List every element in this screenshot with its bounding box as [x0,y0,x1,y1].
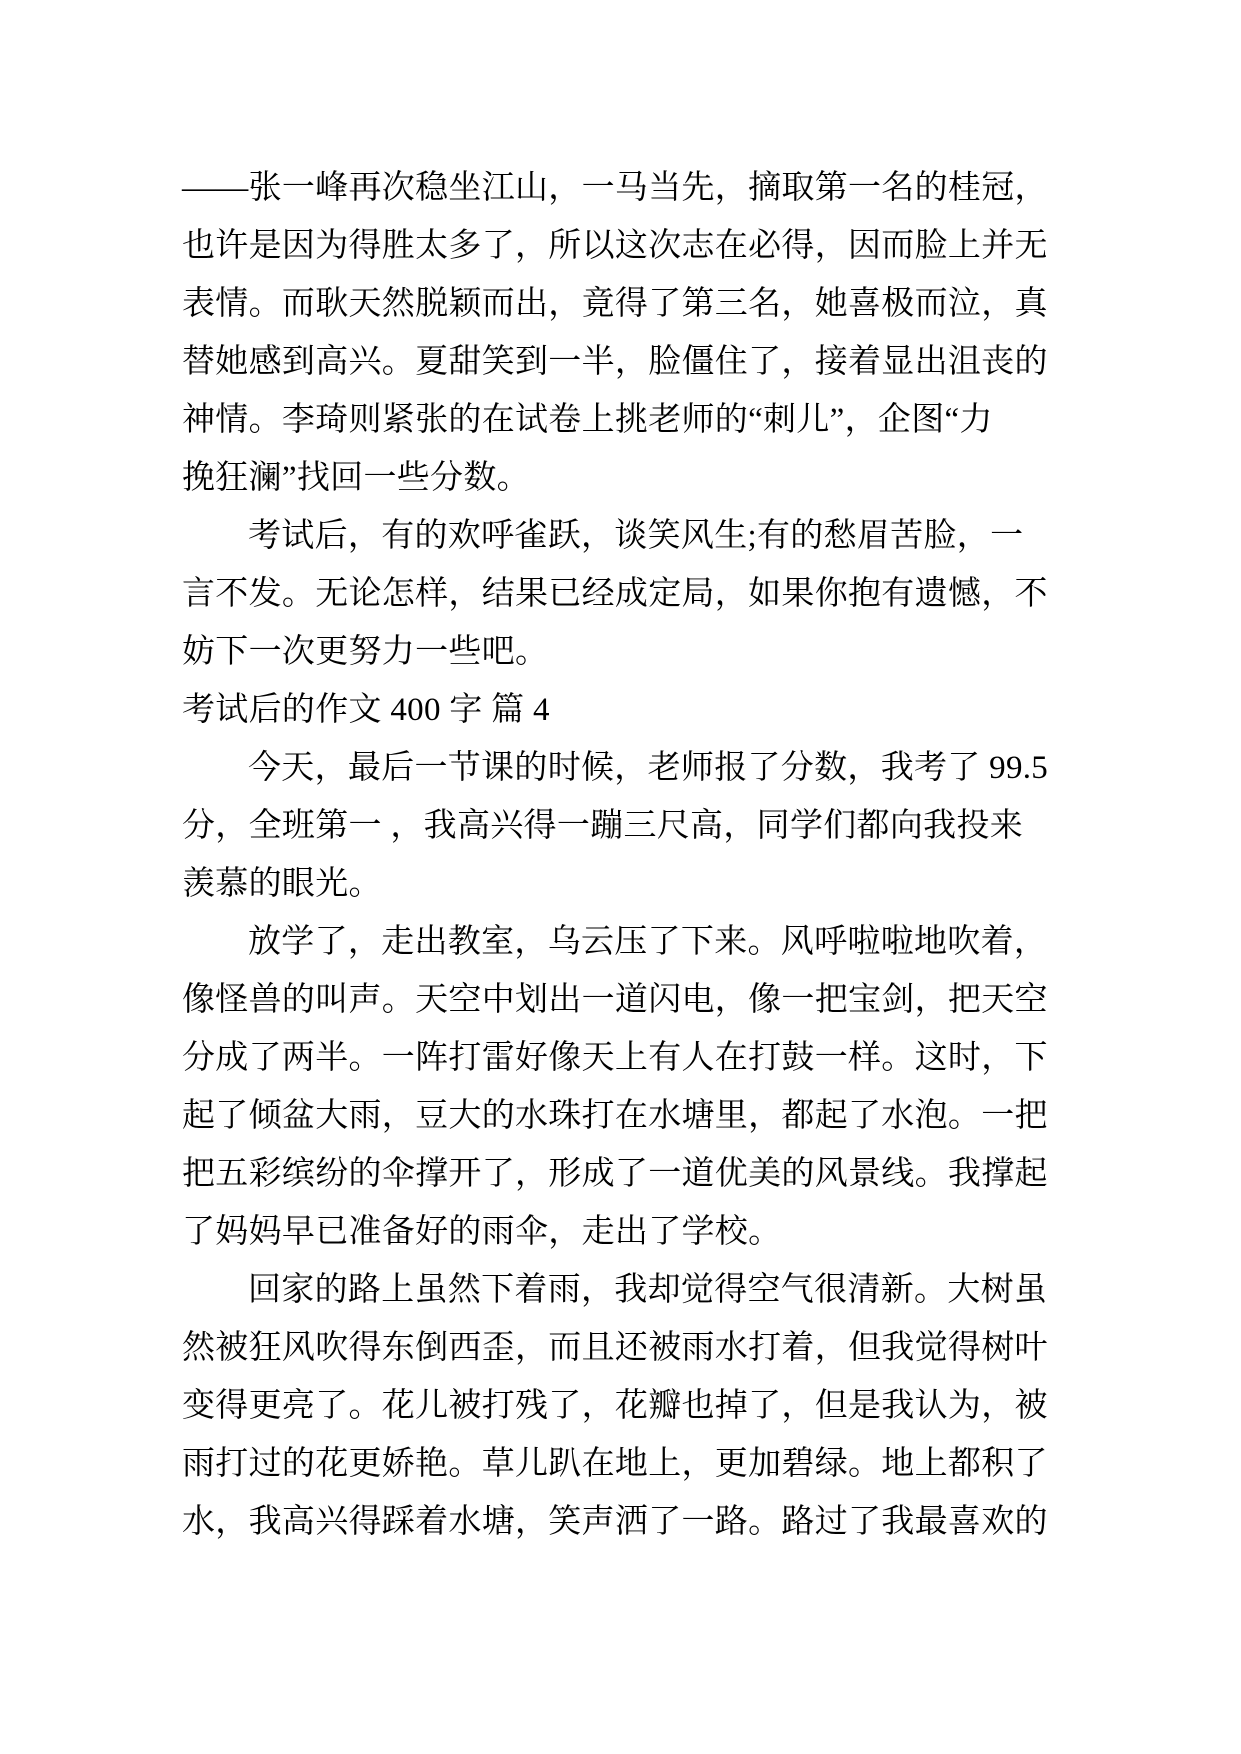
essay-text-line: 也许是因为得胜太多了，所以这次志在必得，因而脸上并无 [182,228,1048,264]
essay-text-line: 言不发。无论怎样，结果已经成定局，如果你抱有遗憾，不 [182,576,1048,612]
essay-text-line: 像怪兽的叫声。天空中划出一道闪电，像一把宝剑，把天空 [182,982,1048,1018]
essay-text-line: 羡慕的眼光。 [182,866,382,902]
essay-section-heading: 考试后的作文 400 字 篇 4 [182,692,550,728]
essay-text-line: 替她感到高兴。夏甜笑到一半，脸僵住了，接着显出沮丧的 [182,344,1048,380]
essay-text-line: 雨打过的花更娇艳。草儿趴在地上，更加碧绿。地上都积了 [182,1446,1048,1482]
essay-text-line: 水，我高兴得踩着水塘，笑声洒了一路。路过了我最喜欢的 [182,1504,1048,1540]
document-content [182,159,1082,1551]
essay-text-line: 起了倾盆大雨，豆大的水珠打在水塘里，都起了水泡。一把 [182,1098,1048,1134]
essay-text-line: 然被狂风吹得东倒西歪，而且还被雨水打着，但我觉得树叶 [182,1330,1048,1366]
essay-text-line: ——张一峰再次稳坐江山，一马当先，摘取第一名的桂冠， [182,170,1048,206]
essay-text-line: 考试后，有的欢呼雀跃，谈笑风生;有的愁眉苦脸，一 [248,518,1024,554]
essay-text-line: 神情。李琦则紧张的在试卷上挑老师的“刺儿”，企图“力 [182,402,993,438]
essay-text-line: 今天，最后一节课的时候，老师报了分数，我考了 99.5 [248,750,1049,786]
essay-text-line: 挽狂澜”找回一些分数。 [182,460,530,496]
essay-text-line: 了妈妈早已准备好的雨伞，走出了学校。 [182,1214,782,1250]
essay-text-line: 表情。而耿天然脱颖而出，竟得了第三名，她喜极而泣，真 [182,286,1048,322]
essay-text-line: 分，全班第一 ，我高兴得一蹦三尺高，同学们都向我投来 [182,808,1024,844]
essay-text-line: 分成了两半。一阵打雷好像天上有人在打鼓一样。这时，下 [182,1040,1048,1076]
essay-text-line: 回家的路上虽然下着雨，我却觉得空气很清新。大树虽 [248,1272,1048,1308]
essay-text-line: 把五彩缤纷的伞撑开了，形成了一道优美的风景线。我撑起 [182,1156,1048,1192]
essay-text-line: 妨下一次更努力一些吧。 [182,634,549,670]
essay-text-line: 变得更亮了。花儿被打残了，花瓣也掉了，但是我认为，被 [182,1388,1048,1424]
essay-text-line: 放学了，走出教室，乌云压了下来。风呼啦啦地吹着， [248,924,1048,960]
